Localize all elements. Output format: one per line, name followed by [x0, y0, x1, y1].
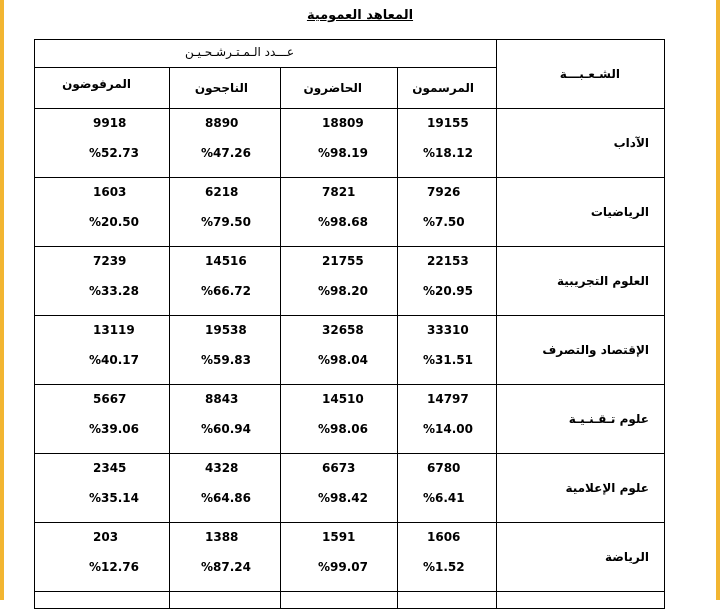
- branch-column-divider: [496, 40, 497, 609]
- registered-percent: %31.51: [423, 353, 473, 367]
- passed-count: 4328: [205, 461, 239, 475]
- column-divider-2: [280, 67, 281, 609]
- rejected-percent: %52.73: [89, 146, 139, 160]
- registered-count: 6780: [427, 461, 461, 475]
- registered-count: 33310: [427, 323, 469, 337]
- rejected-count: 5667: [93, 392, 127, 406]
- passed-percent: %59.83: [201, 353, 251, 367]
- present-count: 21755: [322, 254, 364, 268]
- header-present: الحاضرون: [303, 81, 362, 95]
- rejected-percent: %40.17: [89, 353, 139, 367]
- present-percent: %98.06: [318, 422, 368, 436]
- registered-count: 19155: [427, 116, 469, 130]
- passed-count: 1388: [205, 530, 239, 544]
- header-candidates: عـــدد الـمـتـرشـحـيـن: [185, 45, 294, 59]
- passed-count: 14516: [205, 254, 247, 268]
- rejected-count: 7239: [93, 254, 127, 268]
- passed-percent: %79.50: [201, 215, 251, 229]
- row-divider: [35, 246, 665, 247]
- row-divider: [35, 177, 665, 178]
- passed-count: 6218: [205, 185, 239, 199]
- header-bottom-line: [35, 108, 665, 109]
- row-divider: [35, 384, 665, 385]
- header-branch: الشـعـبـــة: [559, 67, 620, 81]
- branch-name: الإقتصاد والتصرف: [542, 343, 649, 357]
- passed-percent: %87.24: [201, 560, 251, 574]
- registered-percent: %18.12: [423, 146, 473, 160]
- rejected-percent: %35.14: [89, 491, 139, 505]
- rejected-percent: %39.06: [89, 422, 139, 436]
- passed-count: 8843: [205, 392, 239, 406]
- header-registered: المرسمون: [412, 81, 474, 95]
- rejected-percent: %20.50: [89, 215, 139, 229]
- branch-name: الرياضة: [605, 550, 649, 564]
- registered-percent: %14.00: [423, 422, 473, 436]
- passed-percent: %47.26: [201, 146, 251, 160]
- branch-name: علوم تـقـنـيـة: [568, 412, 649, 426]
- passed-count: 8890: [205, 116, 239, 130]
- branch-name: علوم الإعلامية: [565, 481, 649, 495]
- present-count: 6673: [322, 461, 356, 475]
- branch-name: العلوم التجريبية: [557, 274, 649, 288]
- present-count: 7821: [322, 185, 356, 199]
- rejected-count: 203: [93, 530, 119, 544]
- present-count: 32658: [322, 323, 364, 337]
- row-divider: [35, 315, 665, 316]
- column-divider-3: [397, 67, 398, 609]
- page-border-right: [716, 0, 720, 600]
- rejected-count: 2345: [93, 461, 127, 475]
- branch-name: الرياضيات: [590, 205, 649, 219]
- branch-name: الآداب: [613, 136, 649, 150]
- results-table: [34, 39, 665, 609]
- registered-percent: %7.50: [423, 215, 465, 229]
- present-percent: %98.19: [318, 146, 368, 160]
- registered-count: 1606: [427, 530, 461, 544]
- present-percent: %98.04: [318, 353, 368, 367]
- rejected-count: 13119: [93, 323, 135, 337]
- registered-count: 7926: [427, 185, 461, 199]
- registered-percent: %1.52: [423, 560, 465, 574]
- present-percent: %98.42: [318, 491, 368, 505]
- present-percent: %98.20: [318, 284, 368, 298]
- passed-percent: %64.86: [201, 491, 251, 505]
- registered-count: 22153: [427, 254, 469, 268]
- passed-percent: %60.94: [201, 422, 251, 436]
- page-border-left: [0, 0, 4, 600]
- present-count: 14510: [322, 392, 364, 406]
- row-divider: [35, 453, 665, 454]
- rejected-percent: %12.76: [89, 560, 139, 574]
- rejected-count: 1603: [93, 185, 127, 199]
- rejected-percent: %33.28: [89, 284, 139, 298]
- header-divider: [35, 67, 496, 68]
- header-rejected: المرفوضون: [62, 77, 131, 91]
- column-divider-1: [169, 67, 170, 609]
- present-count: 1591: [322, 530, 356, 544]
- registered-percent: %6.41: [423, 491, 465, 505]
- present-count: 18809: [322, 116, 364, 130]
- registered-count: 14797: [427, 392, 469, 406]
- registered-percent: %20.95: [423, 284, 473, 298]
- present-percent: %99.07: [318, 560, 368, 574]
- passed-count: 19538: [205, 323, 247, 337]
- row-divider: [35, 522, 665, 523]
- row-divider: [35, 591, 665, 592]
- present-percent: %98.68: [318, 215, 368, 229]
- passed-percent: %66.72: [201, 284, 251, 298]
- page-title: المعاهد العمومية: [306, 8, 414, 23]
- header-passed: الناجحون: [194, 81, 248, 95]
- rejected-count: 9918: [93, 116, 127, 130]
